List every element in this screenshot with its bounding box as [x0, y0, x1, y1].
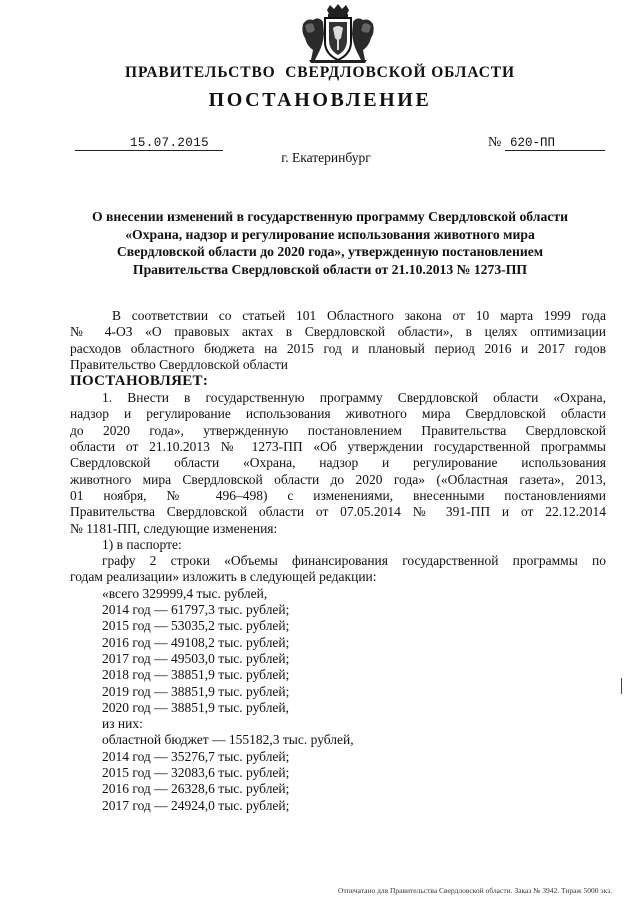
city-name: г. Екатеринбург — [281, 150, 371, 165]
financing-line: областной бюджет — 155182,3 тыс. рублей, — [102, 732, 354, 748]
financing-line: 2016 год — 49108,2 тыс. рублей; — [102, 634, 290, 650]
sub-item-passport: 1) в паспорте: — [102, 536, 182, 552]
decree-date: 15.07.2015 — [130, 136, 210, 150]
decree-keyword: ПОСТАНОВЛЯЕТ: — [70, 373, 209, 390]
item1-line: Правительства Свердловской области от 07.05.2014 № 391-ПП и от 22.12.2014 — [70, 504, 606, 520]
title-line: О внесении изменений в государственную программу Свердловской области — [91, 209, 569, 224]
item1-line: животного мира Свердловской области до 2020 года» («Областная газета», 2013, — [70, 471, 606, 487]
item1-line: Свердловской области «Охрана, надзор и регулирование использования — [70, 455, 606, 471]
item1-line: надзор и регулирование использования животного мира Свердловской области — [70, 406, 606, 422]
item1-line: 01 ноября, № 496–498) с изменениями, внесенными постановлениями — [70, 487, 606, 503]
print-footer: Отпечатано для Правительства Свердловской области. Заказ № 3942. Тираж 5000 экз. — [338, 886, 612, 895]
number-sign: № — [488, 135, 502, 150]
financing-line: из них: — [102, 716, 143, 732]
decree-body — [70, 308, 606, 814]
financing-line: 2016 год — 26328,6 тыс. рублей; — [102, 781, 290, 797]
preamble-line: В соответствии со статьей 101 Областного закона от 10 марта 1999 года — [112, 308, 606, 323]
financing-line: 2014 год — 61797,3 тыс. рублей; — [102, 602, 290, 618]
preamble-line: расходов областного бюджета на 2015 год и плановый период 2016 и 2017 годов — [70, 340, 606, 356]
title-line: «Охрана, надзор и регулирование использования животного мира — [125, 226, 535, 242]
coat-of-arms-icon — [299, 4, 377, 64]
financing-line: «всего 329999,4 тыс. рублей, — [102, 585, 268, 601]
financing-line: 2017 год — 49503,0 тыс. рублей; — [102, 650, 290, 666]
financing-line: 2014 год — 35276,7 тыс. рублей; — [102, 748, 290, 764]
instruction-line: графу 2 строки «Объемы финансирования государственной программы по — [102, 553, 606, 569]
financing-line: 2017 год — 24924,0 тыс. рублей; — [102, 797, 290, 813]
item1-line: до 2020 года», утвержденную постановлением Правительства Свердловской — [70, 422, 606, 438]
instruction-line: годам реализации» изложить в следующей редакции: — [70, 569, 377, 585]
government-title: ПРАВИТЕЛЬСТВО СВЕРДЛОВСКОЙ ОБЛАСТИ — [125, 64, 515, 81]
title-line: Правительства Свердловской области от 21.10.2013 № 1273-ПП — [132, 261, 528, 277]
financing-line: 2019 год — 38851,9 тыс. рублей; — [102, 683, 290, 699]
title-line: Свердловской области до 2020 года», утвержденную постановлением — [116, 244, 544, 260]
financing-line: 2018 год — 38851,9 тыс. рублей; — [102, 667, 290, 683]
financing-list — [70, 586, 606, 814]
financing-line: 2020 год — 38851,9 тыс. рублей, — [102, 699, 290, 715]
financing-line: 2015 год — 53035,2 тыс. рублей; — [102, 618, 290, 634]
decree-number: 620-ПП — [510, 136, 556, 150]
preamble-line: Правительство Свердловской области — [70, 356, 289, 372]
decree-title — [60, 208, 600, 278]
document-type-title: ПОСТАНОВЛЕНИЕ — [208, 89, 432, 111]
preamble-line: № 4-ОЗ «О правовых актах в Свердловской области», в целях оптимизации — [70, 324, 606, 340]
item1-line: 1. Внести в государственную программу Свердловской области «Охрана, — [102, 390, 606, 406]
item1-line: области от 21.10.2013 № 1273-ПП «Об утверждении государственной программы — [70, 439, 606, 455]
financing-line: 2015 год — 32083,6 тыс. рублей; — [102, 765, 290, 781]
item1-line: № 1181-ПП, следующие изменения: — [70, 520, 278, 536]
margin-mark — [621, 678, 622, 694]
